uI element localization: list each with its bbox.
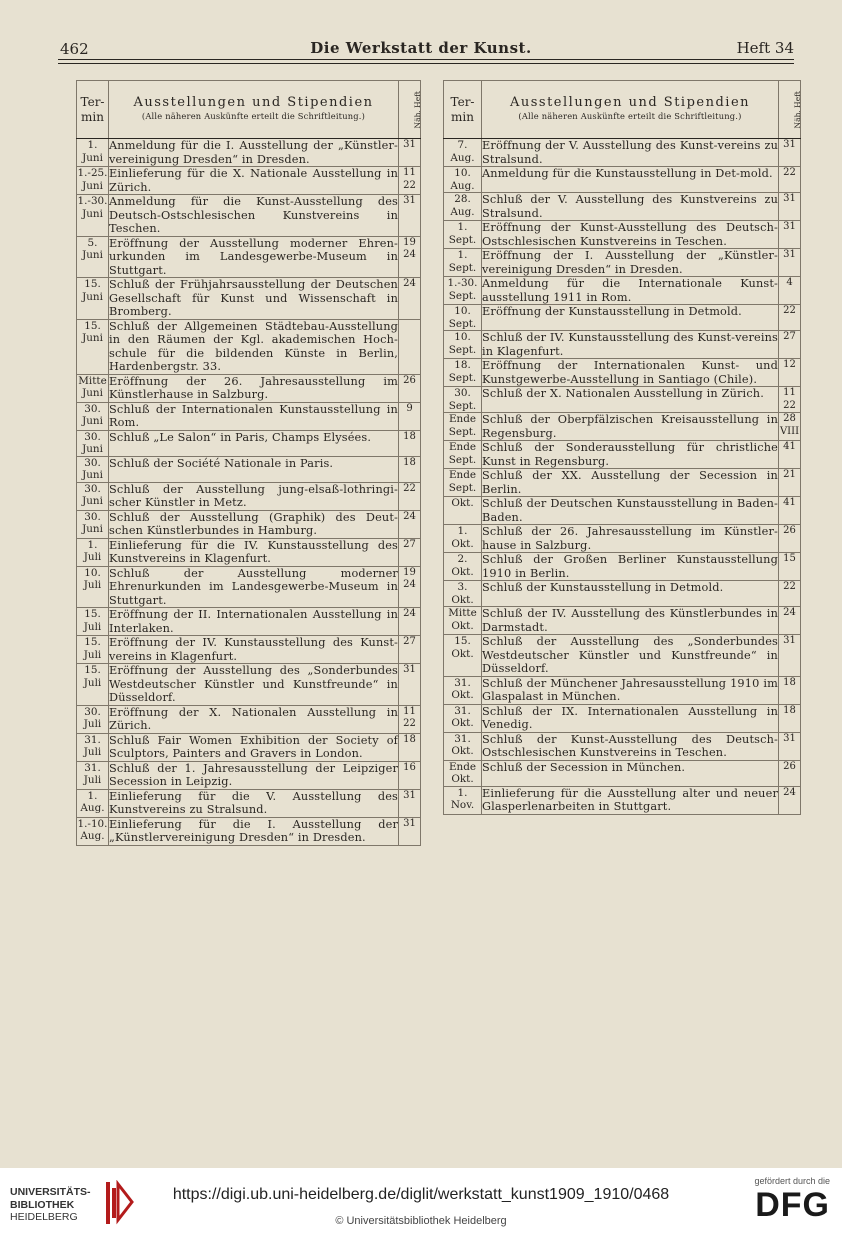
row-date: 10. Aug. (444, 167, 482, 193)
table-row (444, 760, 801, 786)
row-description: Schluß der Sonderausstellung für christliche Kunst in Regensburg. (482, 441, 778, 468)
row-issue-ref: 24 (399, 510, 421, 538)
row-issue-ref: 11 22 (779, 387, 801, 413)
row-date: 15. Juli (77, 608, 109, 636)
table-row (444, 331, 801, 359)
table-row (77, 278, 421, 320)
row-date: 1. Nov. (444, 786, 482, 814)
table-row (444, 704, 801, 732)
row-description: Eröffnung der Internationalen Kunst- und Kunstgewerbe-Ausstellung in Santiago (Chile). (482, 359, 778, 386)
row-description: Schluß der Allgemeinen Städtebau-Ausstellung in den Räumen der Kgl. akademischen Hoch-schule für die bildenden Künste in Berlin, Hardenbergstr. 33. (109, 319, 398, 373)
row-date: 15. Juni (77, 278, 109, 320)
row-date: Mitte Okt. (444, 607, 482, 635)
row-issue-ref: 15 (779, 553, 801, 581)
table-row (77, 139, 421, 167)
date-column-header: Ter- min (444, 81, 482, 139)
table-row (77, 566, 421, 608)
row-description: Einlieferung für die Ausstellung alter und neuer Glasperlenarbeiten in Stuttgart. (482, 786, 778, 813)
row-issue-ref: 11 22 (399, 167, 421, 195)
row-description: Schluß der Société Nationale in Paris. (109, 456, 399, 482)
row-issue-ref: 9 (399, 402, 421, 430)
row-description: Eröffnung der X. Nationalen Ausstellung in Zürich. (109, 705, 398, 732)
table-row (444, 581, 801, 607)
row-issue-ref: 22 (399, 482, 421, 510)
row-issue-ref: 41 (779, 497, 801, 525)
row-description: Schluß der Deutschen Kunstausstellung in Baden-Baden. (482, 497, 778, 524)
table-row (444, 277, 801, 305)
row-description: Anmeldung für die Kunst-Ausstellung des Deutsch-Ostschlesischen Kunstvereins in Teschen. (109, 195, 398, 235)
row-date: 10. Sept. (444, 305, 482, 331)
row-description: Anmeldung für die Kunstausstellung in Det-mold. (482, 167, 779, 193)
row-issue-ref: 12 (779, 359, 801, 387)
row-issue-ref: 28 VIII (779, 413, 801, 441)
row-description: Schluß der Ausstellung moderner Ehrenurkunden im Landesgewerbe-Museum in Stuttgart. (109, 566, 398, 607)
row-date: Ende Sept. (444, 413, 482, 441)
row-description: Eröffnung der Ausstellung des „Sonderbundes Westdeutscher Künstler und Kunstfreunde“ in Düsseldorf. (109, 664, 398, 704)
row-date: 30. Juni (77, 402, 109, 430)
right-table-body (444, 139, 801, 815)
row-date: 31. Okt. (444, 704, 482, 732)
row-description: Schluß der Großen Berliner Kunstausstellung 1910 in Berlin. (482, 553, 778, 580)
table-row (77, 705, 421, 733)
row-date: 28. Aug. (444, 193, 482, 221)
row-issue-ref: 18 (399, 733, 421, 761)
issue-number: Heft 34 (736, 39, 794, 57)
issue-column-header: Näh. Heft (399, 81, 421, 139)
permalink-url[interactable]: https://digi.ub.uni-heidelberg.de/diglit/werkstatt_kunst1909_1910/0468 (172, 1186, 670, 1203)
row-issue-ref: 18 (399, 456, 421, 482)
row-date: 5. Juni (77, 236, 109, 278)
table-row (77, 456, 421, 482)
dfg-wordmark: DFG (755, 1186, 830, 1224)
row-date: Ende Sept. (444, 441, 482, 469)
issue-column-header: Näh. Heft (779, 81, 801, 139)
row-date: 7. Aug. (444, 139, 482, 167)
row-description: Einlieferung für die V. Ausstellung des Kunstvereins zu Stralsund. (109, 789, 398, 816)
table-row (77, 817, 421, 845)
row-description: Schluß der V. Ausstellung des Kunstvereins zu Stralsund. (482, 193, 778, 220)
row-date: 31. Juli (77, 733, 109, 761)
row-description: Schluß der XX. Ausstellung der Secession in Berlin. (482, 469, 778, 496)
row-date: 15. Juli (77, 664, 109, 706)
row-issue-ref: 41 (779, 441, 801, 469)
table-row (444, 553, 801, 581)
table-row (77, 195, 421, 237)
row-date: 1.-25. Juni (77, 167, 109, 195)
row-issue-ref: 26 (779, 760, 801, 786)
table-row (444, 441, 801, 469)
row-description: Schluß der Kunstausstellung in Detmold. (482, 581, 779, 607)
row-issue-ref: 27 (399, 636, 421, 664)
library-name: UNIVERSITÄTS- BIBLIOTHEK HEIDELBERG (10, 1186, 91, 1223)
table-row (77, 236, 421, 278)
left-table-body (77, 139, 421, 846)
table-row (77, 482, 421, 510)
row-description: Anmeldung für die I. Ausstellung der „Künstler-vereinigung Dresden“ in Dresden. (109, 139, 398, 166)
main-column-header: Ausstellungen und Stipendien (Alle näheren Auskünfte erteilt die Schriftleitung.) (482, 81, 779, 139)
dfg-logo[interactable] (734, 1176, 830, 1224)
row-description: Schluß der Münchener Jahresausstellung 1910 im Glaspalast in München. (482, 676, 778, 703)
row-date: 2. Okt. (444, 553, 482, 581)
row-date: 1. Juni (77, 139, 109, 167)
row-issue-ref: 31 (779, 732, 801, 760)
row-description: Schluß der IV. Kunstausstellung des Kunst-vereins in Klagenfurt. (482, 331, 779, 358)
row-description: Schluß der X. Nationalen Ausstellung in Zürich. (482, 387, 779, 413)
row-description: Schluß der Ausstellung des „Sonderbundes Westdeutscher Künstler und Kunstfreunde“ in Düsseldorf. (482, 635, 778, 675)
table-row (77, 733, 421, 761)
table-row (444, 387, 801, 413)
row-description: Schluß der Internationalen Kunstausstellung in Rom. (109, 402, 398, 429)
table-row (444, 221, 801, 249)
row-date: 15. Juni (77, 319, 109, 374)
table-row (444, 732, 801, 760)
table-header-row (444, 81, 801, 139)
row-description: Eröffnung der Ausstellung moderner Ehren-urkunden im Landesgewerbe-Museum in Stuttgart. (109, 236, 398, 277)
row-issue-ref: 31 (779, 249, 801, 277)
row-description: Schluß der Oberpfälzischen Kreisausstellung in Regensburg. (482, 413, 778, 440)
header-rule (58, 59, 794, 60)
row-description: Eröffnung der Kunstausstellung in Detmold. (482, 305, 779, 331)
row-issue-ref: 19 24 (399, 236, 421, 278)
row-issue-ref: 31 (779, 635, 801, 677)
table-row (77, 664, 421, 706)
row-issue-ref: 31 (399, 789, 421, 817)
row-issue-ref: 26 (399, 374, 421, 402)
row-description: Eröffnung der V. Ausstellung des Kunst-vereins zu Stralsund. (482, 139, 778, 166)
table-row (77, 538, 421, 566)
row-date: 1. Sept. (444, 221, 482, 249)
row-description: Schluß der 1. Jahresausstellung der Leipziger Secession in Leipzig. (109, 761, 398, 788)
row-date: 3. Okt. (444, 581, 482, 607)
row-date: 15. Juli (77, 636, 109, 664)
table-row (444, 193, 801, 221)
row-description: Schluß „Le Salon“ in Paris, Champs Elysées. (109, 430, 399, 456)
row-date: Mitte Juni (77, 374, 109, 402)
row-issue-ref: 24 (399, 278, 421, 320)
row-date: Okt. (444, 497, 482, 525)
row-date: Ende Sept. (444, 469, 482, 497)
table-row (444, 469, 801, 497)
row-issue-ref: 24 (779, 786, 801, 814)
row-description: Schluß der IV. Ausstellung des Künstlerbundes in Darmstadt. (482, 607, 778, 634)
row-date: 1. Juli (77, 538, 109, 566)
row-issue-ref (399, 319, 421, 374)
row-description: Schluß Fair Women Exhibition der Society of Sculptors, Painters and Gravers in London. (109, 733, 398, 760)
row-date: 30. Juni (77, 510, 109, 538)
row-issue-ref: 31 (399, 664, 421, 706)
row-date: 30. Sept. (444, 387, 482, 413)
row-description: Einlieferung für die I. Ausstellung der „Künstlervereinigung Dresden“ in Dresden. (109, 817, 398, 844)
table-row (444, 413, 801, 441)
row-description: Eröffnung der 26. Jahresausstellung im Künstlerhause in Salzburg. (109, 374, 398, 401)
table-row (77, 430, 421, 456)
table-row (77, 374, 421, 402)
row-description: Eröffnung der I. Ausstellung der „Künstler-vereinigung Dresden“ in Dresden. (482, 249, 778, 276)
row-issue-ref: 24 (779, 607, 801, 635)
row-issue-ref: 22 (779, 581, 801, 607)
table-row (77, 510, 421, 538)
row-issue-ref: 31 (779, 139, 801, 167)
table-row (77, 402, 421, 430)
row-issue-ref: 27 (399, 538, 421, 566)
table-row (77, 608, 421, 636)
table-row (444, 676, 801, 704)
row-date: 1.-30. Juni (77, 195, 109, 237)
row-issue-ref: 18 (779, 676, 801, 704)
row-date: 30. Juni (77, 430, 109, 456)
row-date: 1. Aug. (77, 789, 109, 817)
funded-by-label: gefördert durch die (754, 1176, 830, 1186)
row-date: 31. Juli (77, 761, 109, 789)
table-row (444, 249, 801, 277)
row-date: Ende Okt. (444, 760, 482, 786)
table-row (444, 607, 801, 635)
table-row (444, 497, 801, 525)
row-date: 30. Juli (77, 705, 109, 733)
table-row (77, 789, 421, 817)
journal-title: Die Werkstatt der Kunst. (310, 39, 532, 57)
row-date: 1.-10. Aug. (77, 817, 109, 845)
row-description: Eröffnung der II. Internationalen Ausstellung in Interlaken. (109, 608, 398, 635)
row-description: Schluß der Ausstellung (Graphik) des Deut-schen Künstlerbundes in Hamburg. (109, 510, 398, 537)
table-row (444, 139, 801, 167)
row-description: Schluß der Kunst-Ausstellung des Deutsch-Ostschlesischen Kunstvereins in Teschen. (482, 732, 778, 759)
row-issue-ref: 18 (779, 704, 801, 732)
row-issue-ref: 22 (779, 305, 801, 331)
row-description: Einlieferung für die IV. Kunstausstellung des Kunstvereins in Klagenfurt. (109, 538, 398, 565)
row-issue-ref: 22 (779, 167, 801, 193)
table-row (444, 359, 801, 387)
row-description: Schluß der Frühjahrsausstellung der Deutschen Gesellschaft für Kunst und Wissenschaft in Bromberg. (109, 278, 398, 318)
row-issue-ref: 21 (779, 469, 801, 497)
row-issue-ref: 27 (779, 331, 801, 359)
row-date: 30. Juni (77, 456, 109, 482)
table-row (444, 786, 801, 814)
row-date: 31. Okt. (444, 676, 482, 704)
row-issue-ref: 24 (399, 608, 421, 636)
row-date: 18. Sept. (444, 359, 482, 387)
row-date: 30. Juni (77, 482, 109, 510)
row-description: Schluß der Secession in München. (482, 760, 779, 786)
row-date: 1. Okt. (444, 525, 482, 553)
page-number: 462 (60, 40, 89, 58)
row-issue-ref: 4 (779, 277, 801, 305)
row-description: Eröffnung der Kunst-Ausstellung des Deutsch-Ostschlesischen Kunstvereins in Teschen. (482, 221, 778, 248)
table-row (444, 525, 801, 553)
row-description: Schluß der Ausstellung jung-elsaß-lothringi-scher Künstler in Metz. (109, 482, 398, 509)
row-issue-ref: 11 22 (399, 705, 421, 733)
row-issue-ref: 16 (399, 761, 421, 789)
row-date: 15. Okt. (444, 635, 482, 677)
schedule-table-right (443, 80, 801, 815)
row-date: 10. Sept. (444, 331, 482, 359)
row-issue-ref: 31 (399, 817, 421, 845)
copyright-notice: © Universitätsbibliothek Heidelberg (335, 1215, 507, 1227)
table-row (77, 761, 421, 789)
date-column-header: Ter- min (77, 81, 109, 139)
row-date: 1. Sept. (444, 249, 482, 277)
table-row (77, 319, 421, 374)
row-issue-ref: 31 (399, 195, 421, 237)
row-date: 10. Juli (77, 566, 109, 608)
table-row (77, 636, 421, 664)
row-date: 31. Okt. (444, 732, 482, 760)
table-row (444, 167, 801, 193)
row-issue-ref: 31 (399, 139, 421, 167)
row-issue-ref: 18 (399, 430, 421, 456)
viewer-footer (0, 1168, 842, 1241)
table-row (444, 305, 801, 331)
main-column-header: Ausstellungen und Stipendien (Alle näheren Auskünfte erteilt die Schriftleitung.) (109, 81, 399, 139)
row-issue-ref: 19 24 (399, 566, 421, 608)
table-row (77, 167, 421, 195)
row-issue-ref: 26 (779, 525, 801, 553)
row-issue-ref: 31 (779, 221, 801, 249)
row-description: Anmeldung für die Internationale Kunst-ausstellung 1911 in Rom. (482, 277, 778, 304)
row-description: Schluß der IX. Internationalen Ausstellung in Venedig. (482, 704, 778, 731)
row-description: Schluß der 26. Jahresausstellung im Künstler-hause in Salzburg. (482, 525, 778, 552)
table-row (444, 635, 801, 677)
schedule-table-left (76, 80, 421, 846)
row-description: Eröffnung der IV. Kunstausstellung des Kunst-vereins in Klagenfurt. (109, 636, 398, 663)
header-rule-thin (58, 63, 794, 64)
row-issue-ref: 31 (779, 193, 801, 221)
table-header-row (77, 81, 421, 139)
row-date: 1.-30. Sept. (444, 277, 482, 305)
row-description: Einlieferung für die X. Nationale Ausstellung in Zürich. (109, 167, 398, 194)
